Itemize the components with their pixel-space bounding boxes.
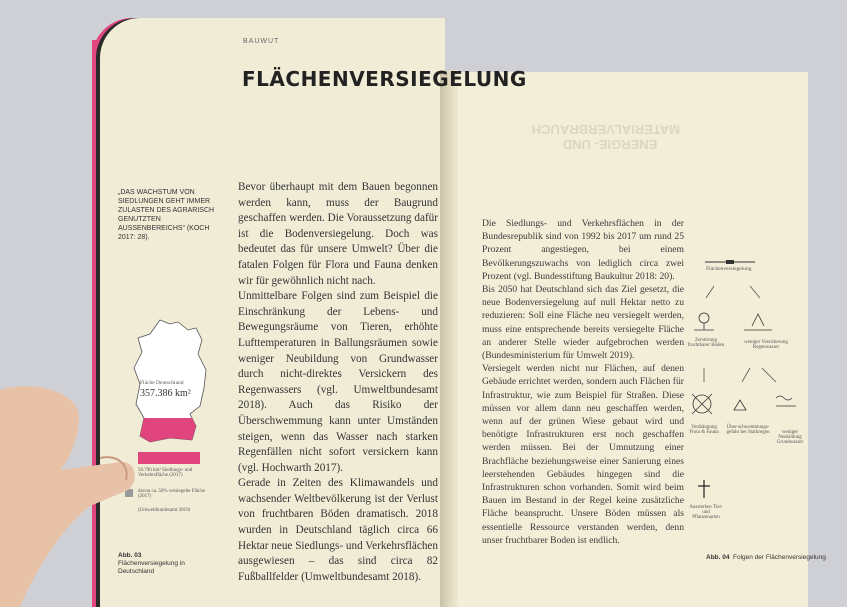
node-flood: Über-schwemmungs-gefahr bei Starkregen [726,425,770,435]
node-extinct: Aussterben Tier- und Pflanzenarten [689,505,723,520]
pull-quote: „DAS WACHSTUM VON SIEDLUNGEN GEHT IMMER ZULASTEN DES AGRARISCH GENUTZTEN AUSSENBEREICHS“ (KOCH 2017: 28). [118,189,215,241]
book-spine [440,70,458,607]
arrow-down-left [742,368,750,382]
paragraph: Unmittelbare Folgen sind zum Beispiel die Einschränkung der Lebens- und Bewegungsräume von Tieren, erhöhte Lufttemperaturen in Ballungsräumen sowie weniger Neubildung von Grundwasser durch nicht-direktes Versickern des Regenwassers (vgl. Umweltbundesamt 2018). Auch das Risiko der Überschwemmung kann unter Umständen steigen, wenn das Wasser nach starken Regenfällen nicht sofort versickern kann (vgl. Hochwarth 2017). [238,290,438,474]
sealing-block [726,260,734,264]
consequences-diagram [680,250,800,530]
house-icon [734,400,746,410]
map-area-value: 357.386 km² [140,388,191,399]
left-body-text [238,180,438,585]
plant-icon [699,313,709,323]
faded-bleed-title: ENERGIE- UND MATERIALVERBRAUCH [531,122,680,152]
arrow-left [706,286,714,298]
paragraph: Versiegelt werden nicht nur Flächen, auf denen Gebäude errichtet werden, sondern auch Flächen für Infrastruktur, wie zum Beispiel für Straßen. Diese müssen vor allem dann neu geschaffen werden, wenn auf der grünen Wiese gebaut wird und benötigte Infrastrukturen erst noch geschaffen werden müssen. Bei der Umnutzung einer Brachfläche beziehungsweise einer Sanierung eines leerstehenden Gebäudes hingegen sind die Infrastrukturen schon vorhanden. Somit wird beim Bauen im Bestand in der Regel keine zusätzliche Fläche beansprucht. Unsere Böden müssen als essentielle Ressource verstanden werden, denn unser fruchtbarer Boden ist endlich. [482,363,684,546]
hand [0,370,150,607]
figure-number: Abb. 04 [706,554,730,561]
running-head: BAUWUT [243,38,280,45]
rain-icon [752,314,764,326]
hand-shape [0,386,135,607]
node-ground: weniger Neubildung Grundwasser [776,430,804,445]
arrow-right [750,286,760,298]
figure-number: Abb. 03 [118,552,142,559]
paragraph: Bis 2050 hat Deutschland sich das Ziel gesetzt, die neue Bodenversiegelung auf null Hektar netto zu reduzieren: Soll eine Fläche neu versiegelt werden, muss eine entsprechende bereits versiegelte Fläche an anderer Stelle wieder aufgebrochen werden (Bundesministerium für Umwelt 2019). [482,284,684,362]
arrow-down-right [762,368,776,382]
paragraph: Die Siedlungs- und Verkehrsflächen in der Bundesrepublik sind von 1992 bis 2017 um rund 25 Prozent angestiegen, bei einem Bevölkerungszuwachs von lediglich circa zwei Prozent (vgl. Bundesstiftung Baukultur 2018: 20). [482,218,684,282]
paragraph: Gerade in Zeiten des Klimawandels und wachsender Weltbevölkerung ist der Verlust von fruchtbaren Böden dramatisch. 2018 wurden in Deutschland täglich circa 66 Hektar neue Siedlungs- und Verkehrsflächen ausgewiesen – das sind circa 82 Fußballfelder (Umweltbundesamt 2018). [238,477,438,583]
figure-caption: Folgen der Flächenversiegelung [733,554,826,561]
node-water: weniger Versickerung Regenwasser [744,340,788,350]
figure-caption: Flächenversiegelung in Deutschland [118,560,185,575]
legend-item: davon ca. 50% versiegelte Fläche (2017) [138,489,206,499]
node-flora: Verdrängung Flora & Fauna [689,425,719,435]
node-soil: Zerstörung fruchtbarer Böden [687,338,725,348]
node-root: Flächenversiegelung [706,266,752,272]
map-source: (Umweltbundesamt 2019) [138,508,191,513]
paragraph: Bevor überhaupt mit dem Bauen begonnen werden kann, muss der Baugrund geschaffen werden. Die Voraussetzung dafür ist die Bodenversiegelung. Doch was bedeutet das für unsere Umwelt? Über die fatalen Folgen für Flora und Fauna denken wir für gewöhnlich nicht nach. [238,181,438,287]
page-title: FLÄCHENVERSIEGELUNG [242,67,527,91]
right-body-text [482,217,684,547]
map-area-label: Fläche Deutschland [140,380,184,386]
legend-item: 50.790 km² Siedlungs- und Verkehrsfläche (2017) [138,468,193,478]
wave-icon [776,396,792,400]
